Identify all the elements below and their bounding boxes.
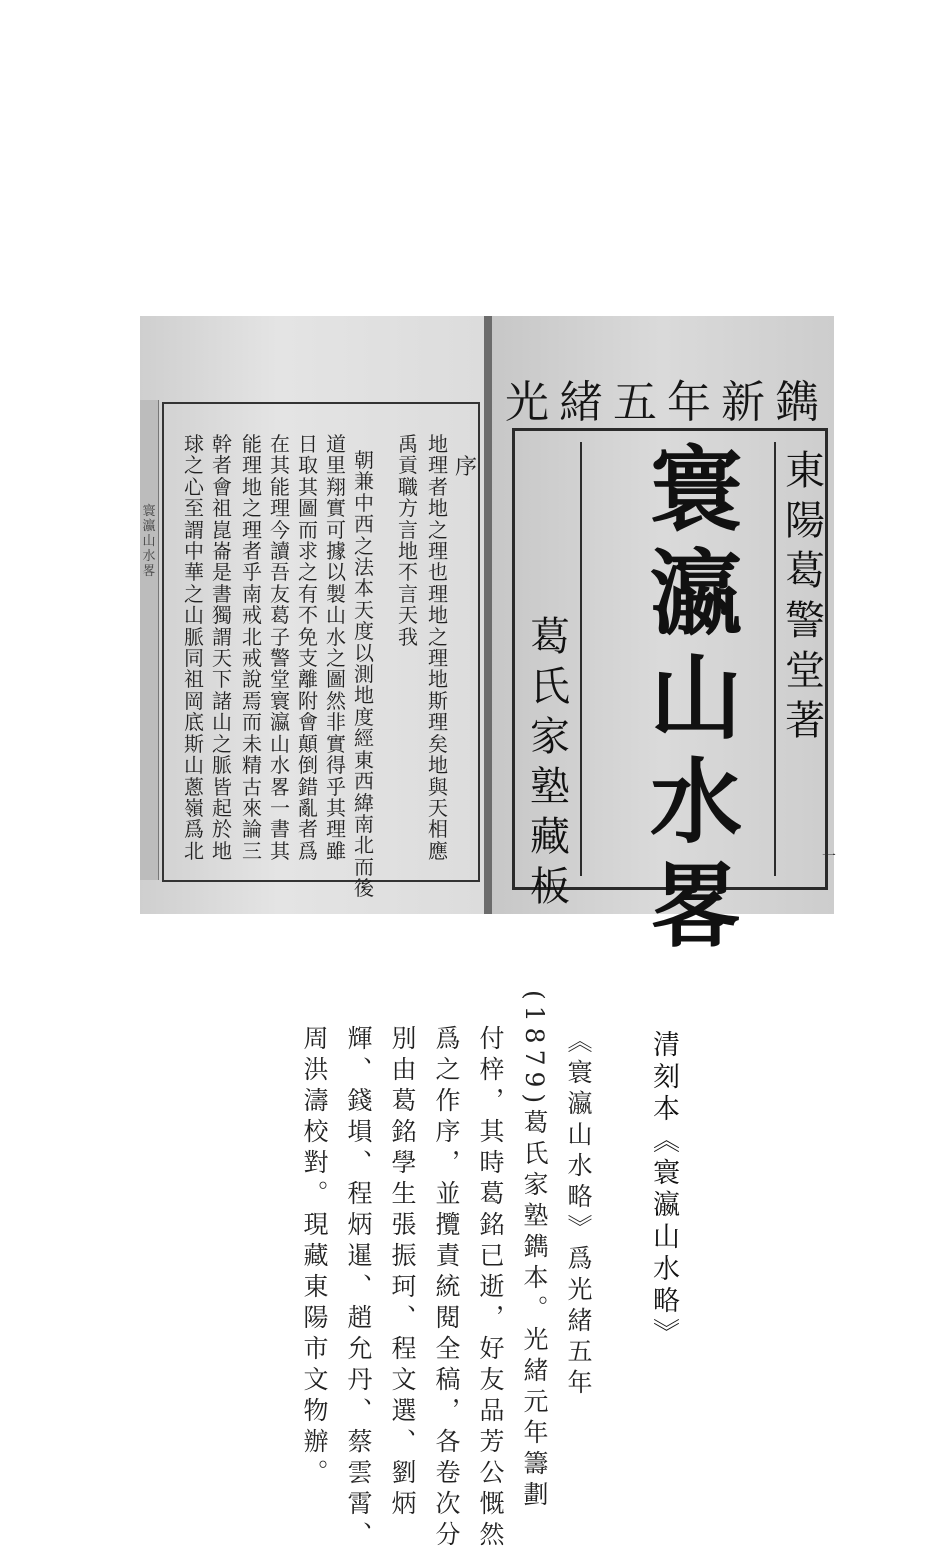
caption-line: (1879)葛氏家塾鐫本。光緒元年籌劃 bbox=[520, 990, 549, 1513]
caption-line: 付梓，其時葛銘已逝，好友品芳公慨然 bbox=[476, 1025, 505, 1552]
press-line: 葛氏家塾藏板 bbox=[530, 614, 570, 910]
caption-line: 《寰瀛山水略》爲光緒五年 bbox=[564, 1028, 593, 1400]
preface-column: 日取其圖而求之有不免支離附會顛倒錯亂者爲 bbox=[298, 432, 318, 863]
preface-column: 朝兼中西之法本天度以測地度經東西緯南北而後 bbox=[354, 448, 374, 901]
book-gutter bbox=[484, 316, 492, 914]
caption-title: 清刻本《寰瀛山水略》 bbox=[648, 1030, 679, 1350]
book-spine bbox=[140, 400, 159, 880]
book-title: 寰瀛山水畧 bbox=[649, 436, 742, 960]
frame-divider bbox=[580, 442, 582, 876]
caption-line: 別由葛銘學生張振珂、程文選、劉炳 bbox=[388, 1025, 417, 1521]
preface-column: 禹貢職方言地不言天我 bbox=[398, 432, 418, 649]
page-corner-mark: 一 bbox=[822, 849, 836, 865]
caption-line: 周洪濤校對。現藏東陽市文物辦。 bbox=[300, 1025, 329, 1490]
spine-title: 寰瀛山水畧 bbox=[142, 504, 156, 579]
preface-column: 幹者會祖崑崙是書獨謂天下諸山之脈皆起於地 bbox=[212, 432, 232, 863]
preface-column: 球之心至謂中華之山脈同祖岡底斯山蔥嶺爲北 bbox=[184, 432, 204, 863]
preface-column: 能理地之理者乎南戒北戒說焉而未精古來論三 bbox=[242, 432, 262, 863]
preface-column: 在其能理今讀吾友葛子警堂寰瀛山水畧一書其 bbox=[270, 432, 290, 863]
caption-line: 輝、錢塤、程炳暹、趙允丹、蔡雲霄、 bbox=[344, 1025, 373, 1552]
author-line: 東陽葛警堂著 bbox=[785, 448, 825, 744]
preface-column: 道里翔實可據以製山水之圖然非實得乎其理雖 bbox=[326, 432, 346, 863]
preface-column: 地理者地之理也理地之理地斯理矣地與天相應 bbox=[428, 432, 448, 863]
preface-heading: 序 bbox=[454, 455, 477, 480]
book-photo bbox=[140, 316, 836, 960]
caption-line: 爲之作序，並攬責統閱全稿，各卷次分 bbox=[432, 1025, 461, 1552]
publication-date-heading: 光緒五年新鐫 bbox=[505, 377, 829, 428]
frame-divider bbox=[774, 442, 776, 876]
